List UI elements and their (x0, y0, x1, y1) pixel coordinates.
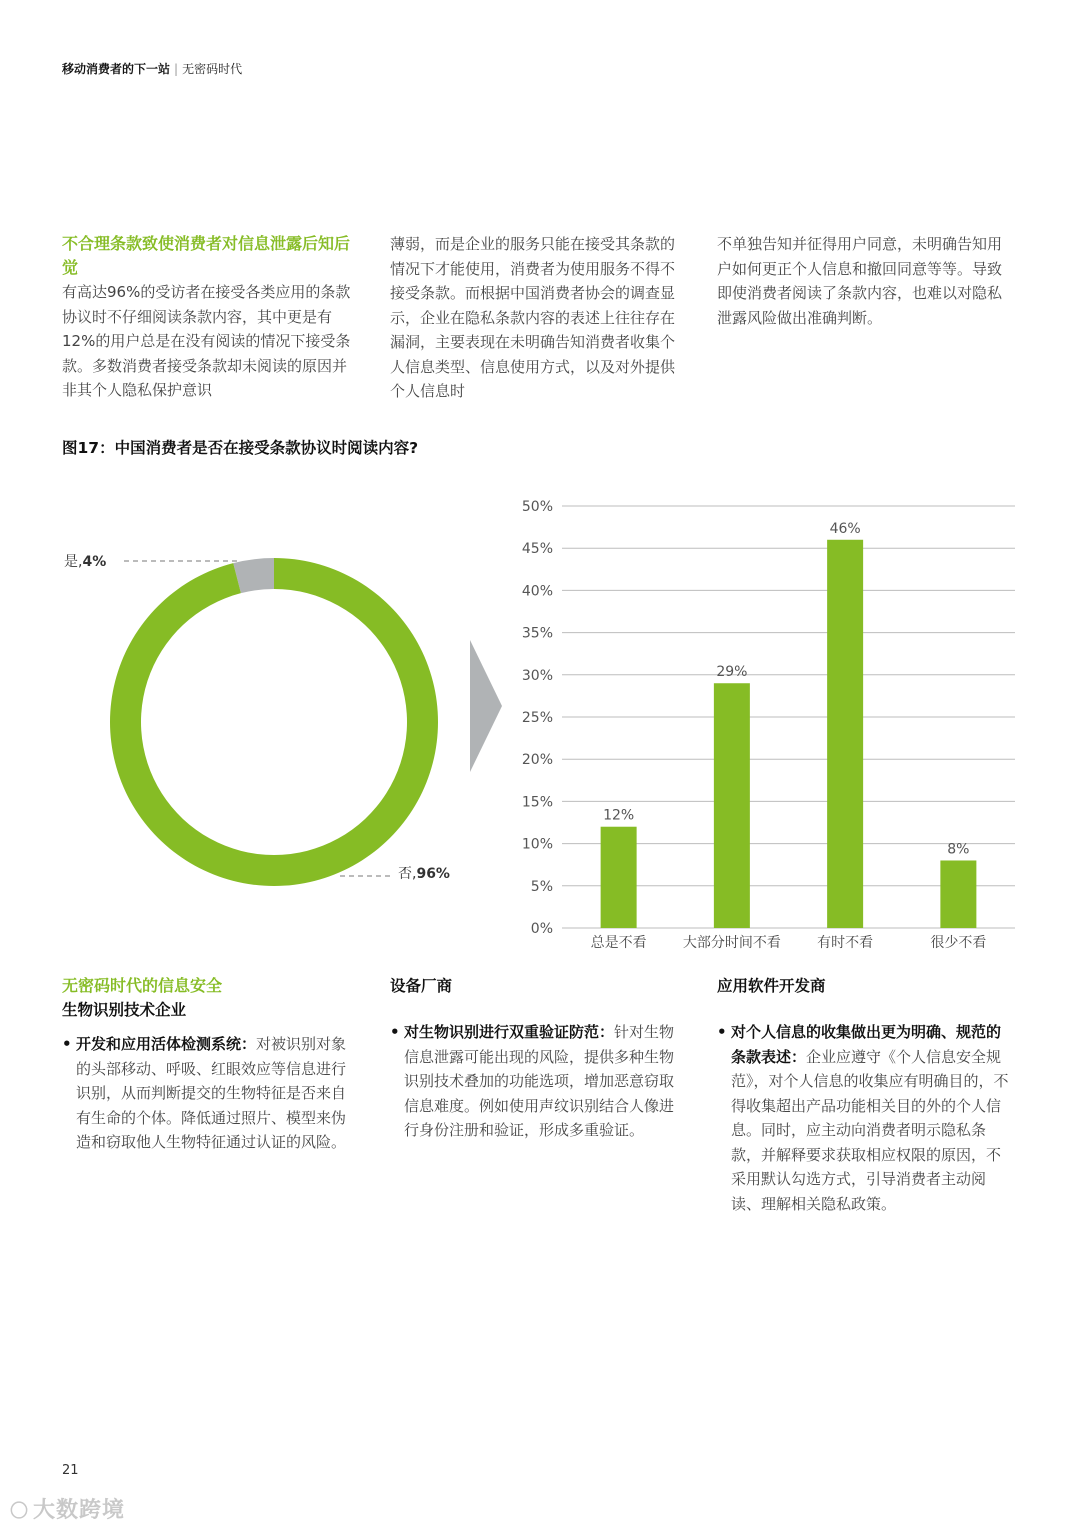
running-header: 移动消费者的下一站 | 无密码时代 (62, 62, 243, 76)
watermark (10, 1493, 125, 1524)
donut-chart (64, 554, 450, 886)
section1-heading: 不合理条款致使消费者对信息泄露后知后觉 (62, 234, 351, 277)
biometric-companies-heading: 生物识别技术企业 (62, 1001, 187, 1019)
device-makers-heading: 设备厂商 (390, 977, 453, 995)
intro-paragraph-3: 不单独告知并征得用户同意，未明确告知用户如何更正个人信息和撤回同意等等。导致即使消费者阅读了条款内容，也难以对隐私泄露风险做出准确判断。 (717, 235, 1003, 327)
intro-paragraph-2: 薄弱，而是企业的服务只能在接受其条款的情况下才能使用，消费者为使用服务不得不接受条款。而根据中国消费者协会的调查显示，企业在隐私条款内容的表述上往往存在漏洞，主要表现在未明确告知消费者收集个人信息类型、信息使用方式，以及对外提供个人信息时 (390, 235, 676, 400)
bullet-bold-lead: 对个人信息的收集做出更为明确、规范的条款表述： (731, 1023, 1002, 1066)
bar (714, 683, 750, 928)
bar (827, 540, 863, 928)
y-tick-label: 10% (521, 836, 553, 853)
security-column-3 (717, 974, 1009, 1216)
bullet-liveness-detection (62, 1032, 354, 1155)
y-tick-label: 15% (521, 794, 553, 811)
bullet-body: 企业应遵守《个人信息安全规范》，对个人信息的收集应有明确目的，不得收集超出产品功能相关目的外的个人信息。同时，应主动向消费者明示隐私条款，并解释要求获取相应权限的原因，不采用默认勾选方式，引导消费者主动阅读、理解相关隐私政策。 (731, 1047, 1009, 1213)
y-tick-label: 5% (530, 878, 553, 895)
donut-slice-no (110, 558, 438, 886)
x-category-label: 大部分时间不看 (682, 935, 781, 951)
bar (601, 827, 637, 928)
bullet-bold-lead: 对生物识别进行双重验证防范： (404, 1023, 615, 1041)
y-tick-label: 25% (521, 710, 553, 726)
donut-value-yes: 4% (82, 554, 107, 570)
arrow-divider-icon (470, 640, 502, 772)
bar-value-label: 8% (947, 841, 970, 858)
bar-value-label: 29% (716, 664, 748, 681)
bullet-body: 针对生物信息泄露可能出现的风险，提供多种生物识别技术叠加的功能选项，增加恶意窃取信息难度。例如使用声纹识别结合人像进行身份注册和验证，形成多重验证。 (404, 1023, 675, 1139)
app-developers-heading: 应用软件开发商 (717, 977, 826, 995)
y-tick-label: 50% (521, 499, 553, 515)
bullet-clear-terms (717, 1020, 1009, 1216)
bar-value-label: 46% (829, 520, 861, 537)
donut-value-no: 96% (416, 866, 450, 882)
bullet-bold-lead: 开发和应用活体检测系统： (76, 1035, 257, 1053)
section2-heading: 无密码时代的信息安全 (62, 976, 223, 995)
security-column-1 (62, 974, 354, 1155)
intro-paragraph-1: 有高达96%的受访者在接受各类应用的条款协议时不仔细阅读条款内容，其中更是有12%的用户总是在没有阅读的情况下接受条款。多数消费者接受条款却未阅读的原因并非其个人隐私保护意识 (62, 283, 351, 399)
header-title: 移动消费者的下一站 (62, 62, 171, 76)
donut-label-no: 否,96% (398, 866, 450, 882)
y-tick-label: 20% (521, 752, 553, 769)
y-tick-label: 45% (521, 541, 553, 558)
watermark-logo-icon: 〇 (10, 1501, 29, 1522)
watermark-text: 大数跨境 (33, 1498, 126, 1523)
y-tick-label: 40% (521, 583, 553, 600)
y-tick-label: 35% (521, 625, 553, 642)
bar (940, 860, 976, 928)
bullet-dual-verification (390, 1020, 682, 1143)
figure-title: 图17：中国消费者是否在接受条款协议时阅读内容? (62, 439, 419, 457)
x-category-label: 总是不看 (590, 935, 647, 951)
y-tick-label: 30% (521, 667, 553, 684)
bar-chart (522, 499, 1015, 951)
page-number: 21 (62, 1463, 79, 1478)
donut-label-yes: 是,4% (64, 554, 107, 570)
x-category-label: 很少不看 (930, 935, 987, 951)
security-column-2 (390, 974, 682, 1143)
x-category-label: 有时不看 (817, 935, 874, 951)
bar-value-label: 12% (603, 807, 635, 824)
header-subtitle: 无密码时代 (182, 62, 243, 76)
y-tick-label: 0% (530, 921, 553, 937)
bullet-body: 对被识别对象的头部移动、呼吸、红眼效应等信息进行识别，从而判断提交的生物特征是否来自有生命的个体。降低通过照片、模型来伪造和窃取他人生物特征通过认证的风险。 (76, 1035, 347, 1151)
